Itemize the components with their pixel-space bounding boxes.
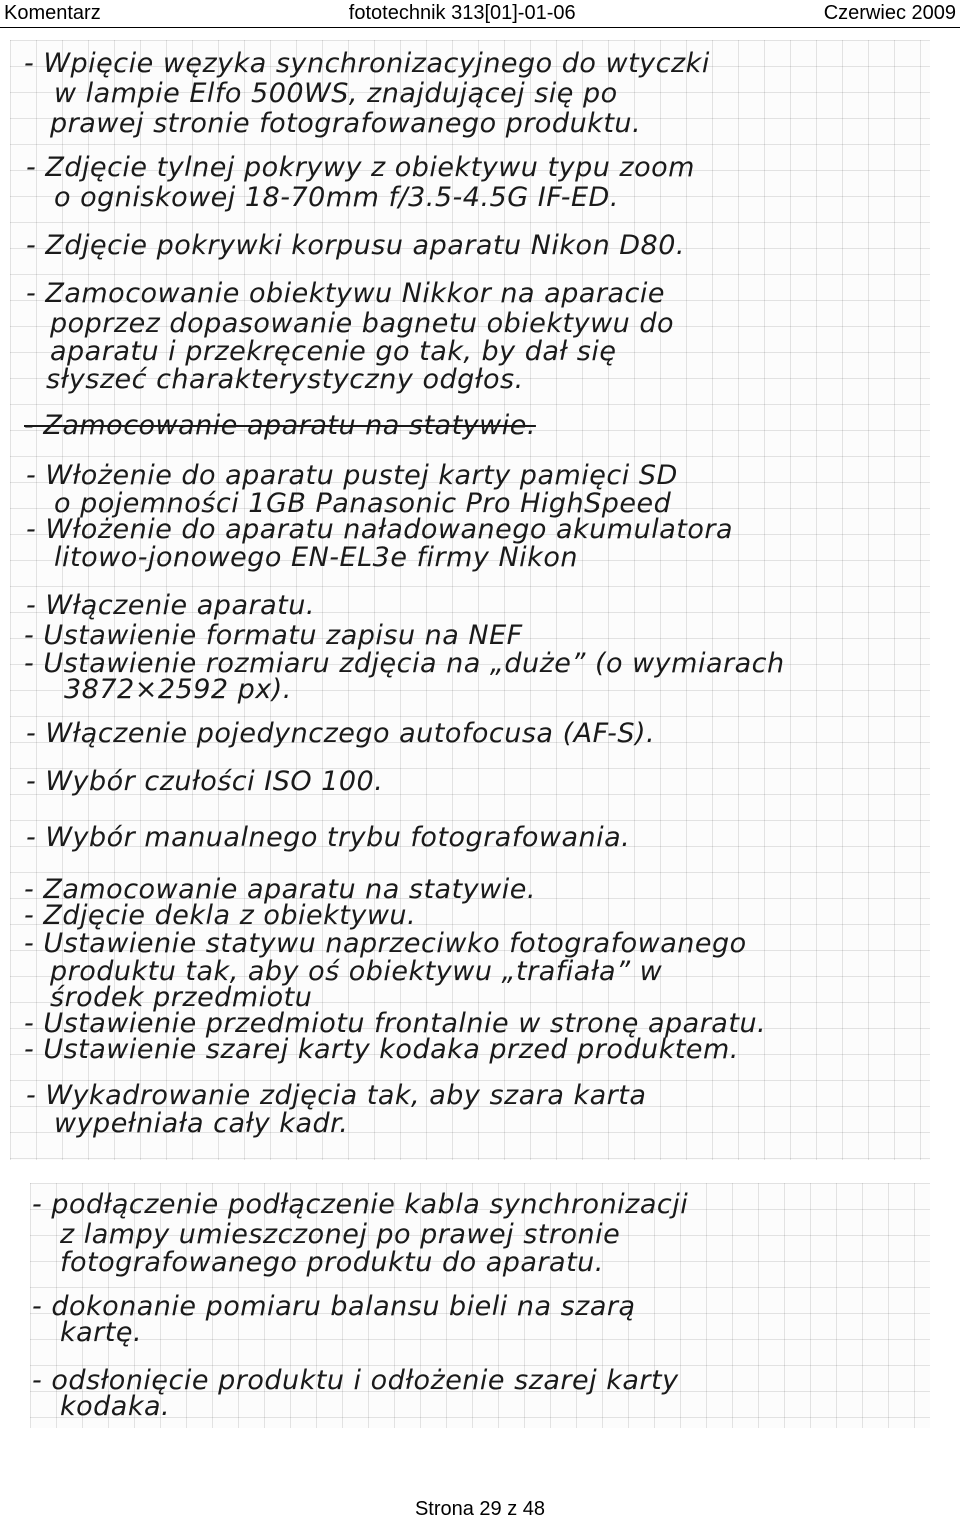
handwritten-line: - Ustawienie statywu naprzeciwko fotografowanego [24,928,747,959]
handwritten-line: o ogniskowej 18-70mm f/3.5-4.5G IF-ED. [54,182,619,213]
handwritten-line-struck: - Zamocowanie aparatu na statywie. [24,410,536,441]
handwritten-line: - Wybór czułości ISO 100. [26,766,384,797]
handwritten-line: o pojemności 1GB Panasonic Pro HighSpeed [54,488,672,519]
handwritten-line: 3872×2592 px). [64,674,292,705]
handwritten-line: produktu tak, aby oś obiektywu „trafiała” w [50,956,663,987]
handwritten-line: - Zdjęcie tylnej pokrywy z obiektywu typu zoom [26,152,695,183]
header-divider [0,27,960,28]
handwritten-line: kodaka. [60,1391,171,1422]
handwritten-line: aparatu i przekręcenie go tak, by dał się [50,336,617,367]
page-number: Strona 29 z 48 [414,1498,546,1520]
handwritten-line: prawej stronie fotografowanego produktu. [50,108,642,139]
handwritten-line: wypełniała cały kadr. [54,1108,349,1139]
handwritten-line: litowo-jonowego EN-EL3e firmy Nikon [54,542,578,573]
handwritten-line: - podłączenie podłączenie kabla synchronizacji [32,1189,689,1220]
handwritten-line: kartę. [60,1317,143,1348]
handwritten-line: - Włączenie aparatu. [26,590,315,621]
header-title: Komentarz [4,2,101,24]
handwritten-line: - dokonanie pomiaru balansu bieli na szarą [32,1291,636,1322]
handwritten-line: środek przedmiotu [50,982,313,1013]
handwritten-line: fotografowanego produktu do aparatu. [60,1247,604,1278]
handwritten-line: - Zdjęcie pokrywki korpusu aparatu Nikon D80. [26,230,685,261]
header-date: Czerwiec 2009 [823,2,956,24]
handwritten-line: - Ustawienie rozmiaru zdjęcia na „duże” (o wymiarach [24,648,785,679]
handwritten-line: w lampie Elfo 500WS, znajdującej się po [54,78,618,109]
handwritten-line: - Wpięcie węzyka synchronizacyjnego do wtyczki [24,48,710,79]
handwritten-line: - odsłonięcie produktu i odłożenie szarej karty [32,1365,679,1396]
handwritten-line: - Ustawienie szarej karty kodaka przed produktem. [24,1034,739,1065]
header-course-code: fototechnik 313[01]-01-06 [348,2,576,24]
handwritten-line: - Włączenie pojedynczego autofocusa (AF-S). [26,718,656,749]
handwritten-line: - Wykadrowanie zdjęcia tak, aby szara karta [26,1080,647,1111]
handwritten-sheet-2 [30,1183,930,1428]
handwritten-line: - Włożenie do aparatu pustej karty pamięci SD [26,460,678,491]
page-header [0,0,960,26]
handwritten-sheet-1 [10,40,930,1160]
handwritten-line: - Zdjęcie dekla z obiektywu. [24,900,417,931]
handwritten-line: - Wybór manualnego trybu fotografowania. [26,822,631,853]
handwritten-line: - Zamocowanie obiektywu Nikkor na aparacie [26,278,665,309]
handwritten-line: - Ustawienie formatu zapisu na NEF [24,620,523,651]
handwritten-line: - Zamocowanie aparatu na statywie. [24,874,536,905]
handwritten-line: poprzez dopasowanie bagnetu obiektywu do [50,308,675,339]
handwritten-line: - Włożenie do aparatu naładowanego akumulatora [26,514,733,545]
handwritten-line: z lampy umieszczonej po prawej stronie [60,1219,621,1250]
handwritten-line: słyszeć charakterystyczny odgłos. [46,364,524,395]
handwritten-line: - Ustawienie przedmiotu frontalnie w stronę aparatu. [24,1008,767,1039]
